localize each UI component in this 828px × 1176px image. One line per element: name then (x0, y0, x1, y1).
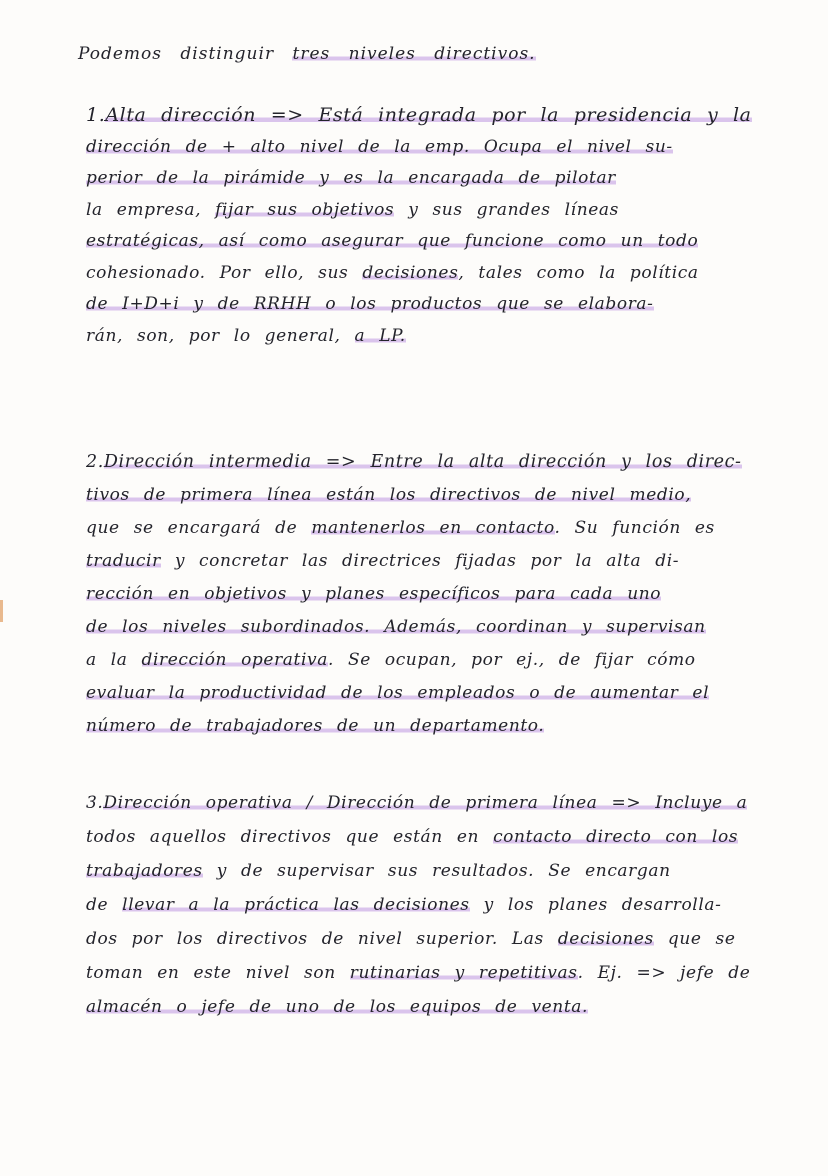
highlighted-phrase: Dirección intermedia => Entre la alta dirección y los direc- (103, 452, 742, 472)
text-line (86, 321, 756, 353)
text-line (86, 578, 756, 611)
line-text: la empresa, (86, 199, 216, 220)
highlighted-phrase: trabajadores (86, 861, 203, 881)
text-line (86, 195, 756, 227)
highlighted-phrase: de los niveles subordinados. Además, coordinan y supervisan (86, 617, 706, 637)
line-text: . Su función es (554, 518, 715, 538)
highlighted-phrase: Dirección operativa / Dirección de primera línea => Incluye a (103, 793, 748, 813)
highlighted-phrase: a LP. (354, 325, 406, 346)
highlighted-phrase: decisiones (557, 929, 654, 949)
highlighted-phrase: dirección operativa (141, 650, 328, 670)
highlighted-phrase: rutinarias y repetitivas (349, 963, 578, 983)
line-text: que se (653, 929, 736, 949)
highlighted-phrase: número de trabajadores de un departamento. (86, 716, 545, 736)
section-direccion-intermedia (86, 446, 756, 743)
line-text: y concretar las directrices fijadas por la alta di- (160, 551, 680, 571)
text-line (86, 922, 756, 956)
text-line (86, 854, 756, 888)
highlighted-phrase: Alta dirección => Está integrada por la presidencia y la (105, 104, 752, 126)
line-text: todos aquellos directivos que están en (86, 827, 494, 847)
text-line (86, 956, 756, 990)
line-text: rán, son, por lo general, (86, 325, 355, 346)
highlighted-phrase: almacén o jefe de uno de los equipos de venta. (86, 997, 589, 1017)
text-line (86, 289, 756, 321)
line-text: y sus grandes líneas (394, 199, 619, 220)
highlighted-phrase: tivos de primera línea están los directivos de nivel medio, (86, 485, 692, 505)
section-alta-direccion (86, 100, 756, 352)
highlighted-phrase: dirección de + alto nivel de la emp. Ocupa el nivel su- (86, 136, 673, 157)
text-line (86, 820, 756, 854)
text-line (86, 677, 756, 710)
highlighted-phrase: de I+D+i y de RRHH o los productos que se elabora- (86, 294, 654, 314)
text-line (86, 132, 756, 164)
text-line (86, 258, 756, 290)
text-line (86, 512, 756, 545)
section-number: 1. (86, 104, 106, 126)
text-line (86, 710, 756, 743)
highlighted-phrase: decisiones (362, 262, 459, 283)
text-line (86, 226, 756, 258)
intro-highlight: tres niveles directivos. (292, 44, 536, 64)
section-number: 2. (86, 452, 104, 472)
line-text: a la (86, 650, 142, 670)
line-text: y los planes desarrolla- (469, 895, 722, 915)
highlighted-phrase: perior de la pirámide y es la encargada de pilotar (86, 168, 616, 188)
text-line (86, 100, 756, 132)
highlighted-phrase: traducir (86, 551, 161, 571)
line-text: . Se ocupan, por ej., de fijar cómo (327, 650, 696, 670)
text-line (86, 545, 756, 578)
intro-line (78, 44, 536, 64)
section-direccion-operativa (86, 786, 756, 1024)
line-text: de (86, 895, 123, 915)
line-text: . Ej. => jefe de (577, 963, 751, 983)
text-line (86, 479, 756, 512)
highlighted-phrase: fijar sus objetivos (215, 199, 395, 220)
highlighted-phrase: mantenerlos en contacto (311, 518, 555, 538)
highlighted-phrase: evaluar la productividad de los empleados o de aumentar el (86, 683, 710, 703)
text-line (86, 163, 756, 195)
highlighted-phrase: llevar a la práctica las decisiones (122, 895, 470, 915)
text-line (86, 611, 756, 644)
text-line (86, 786, 756, 820)
intro-text: Podemos distinguir (78, 44, 293, 64)
highlighted-phrase: estratégicas, así como asegurar que funcione como un todo (86, 231, 699, 251)
text-line (86, 990, 756, 1024)
highlighted-phrase: rección en objetivos y planes específicos para cada uno (86, 584, 662, 604)
line-text: y de supervisar sus resultados. Se encargan (202, 861, 671, 881)
line-text: cohesionado. Por ello, sus (86, 262, 363, 283)
text-line (86, 644, 756, 677)
line-text: que se encargará de (86, 518, 312, 538)
margin-mark (0, 600, 3, 622)
line-text: dos por los directivos de nivel superior. Las (86, 929, 558, 949)
line-text: , tales como la política (458, 262, 699, 283)
highlighted-phrase: contacto directo con los (493, 827, 739, 847)
line-text: toman en este nivel son (86, 963, 350, 983)
text-line (86, 888, 756, 922)
text-line (86, 446, 756, 479)
section-number: 3. (86, 793, 104, 813)
